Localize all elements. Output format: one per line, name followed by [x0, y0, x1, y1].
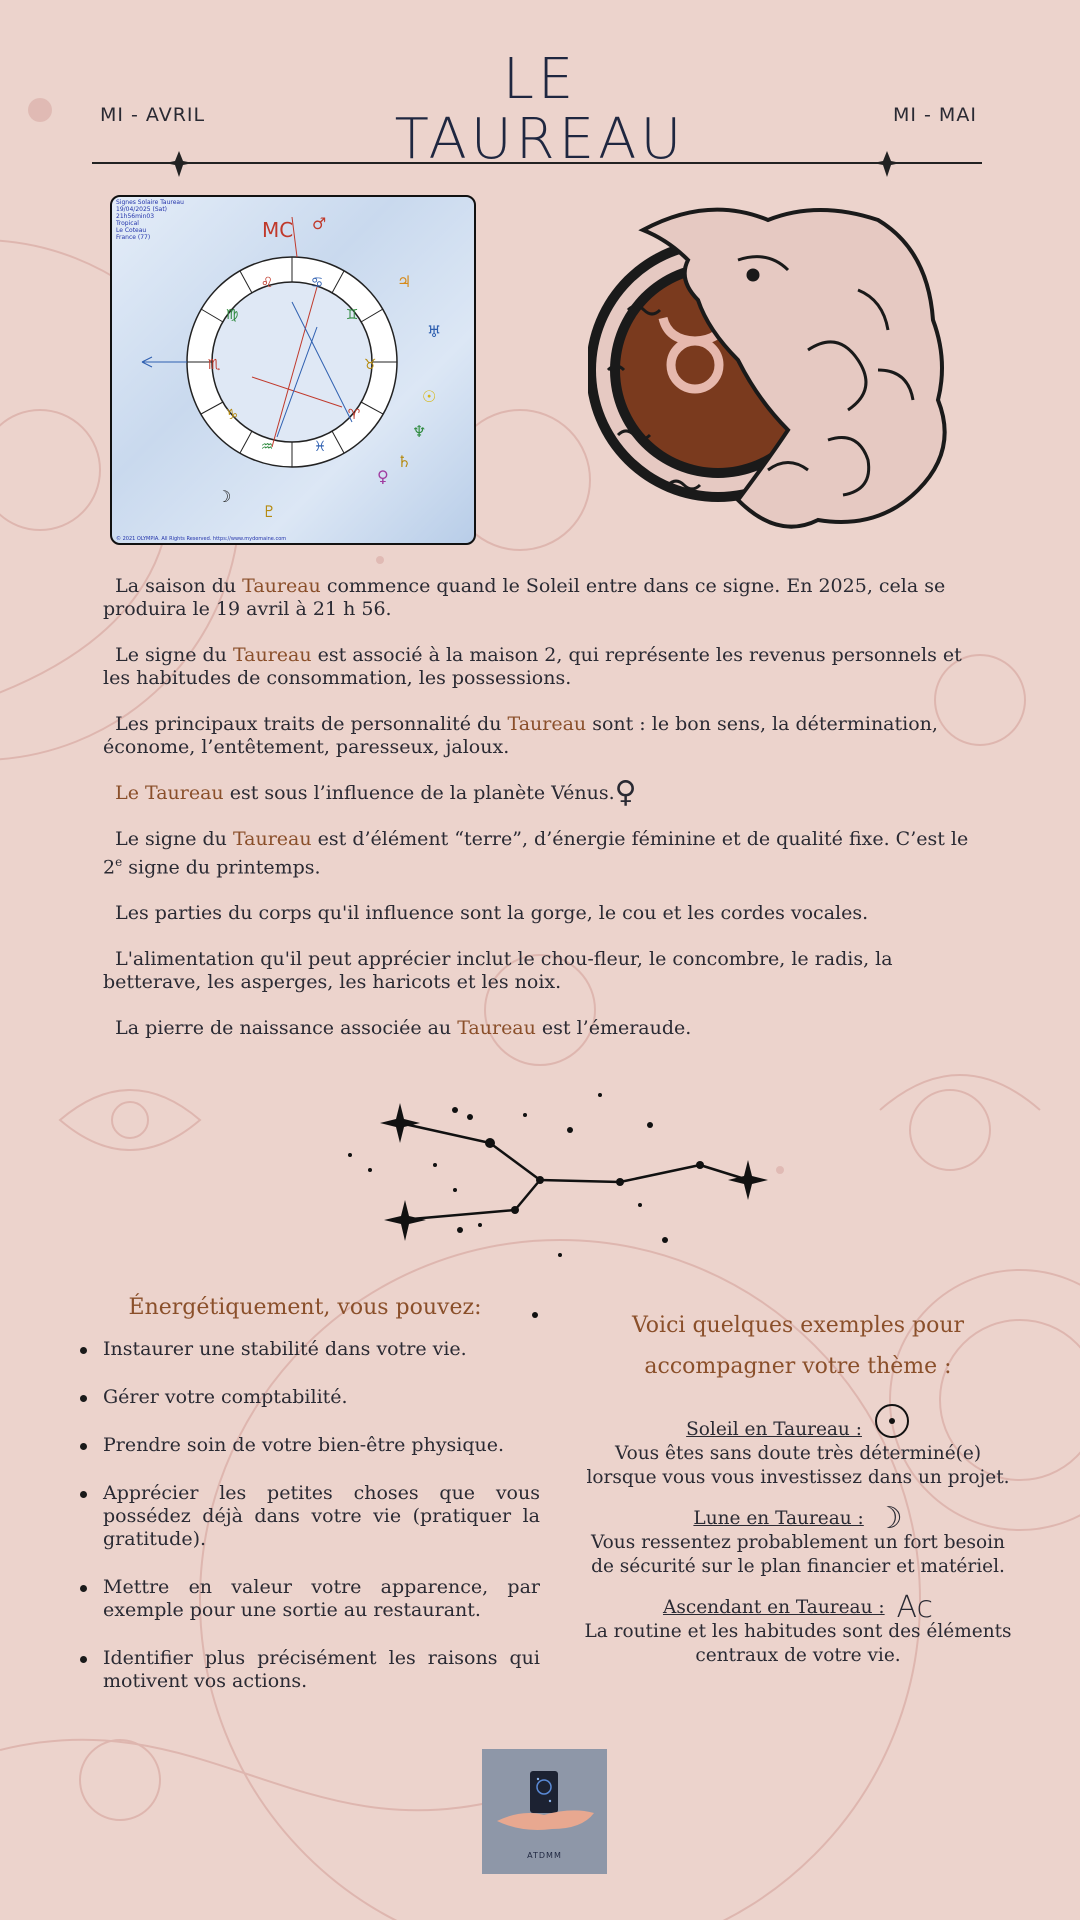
svg-text:♆: ♆ — [412, 422, 427, 441]
moon-text: Vous ressentez probablement un fort besoin de sécurité sur le plan financier et matériel. — [591, 1532, 1005, 1577]
ascendant-title: Ascendant en Taureau : — [662, 1597, 885, 1618]
energy-list — [80, 1338, 540, 1693]
svg-text:♇: ♇ — [262, 502, 277, 521]
svg-text:♃: ♃ — [397, 272, 412, 291]
list-item: Identifier plus précisément les raisons qui motivent vos actions. — [80, 1647, 540, 1693]
star-large-3-icon — [728, 1160, 768, 1200]
svg-text:♄: ♄ — [397, 452, 412, 471]
sun-text: Vous êtes sans doute très déterminé(e) lorsque vous vous investissez dans un projet. — [586, 1443, 1010, 1488]
paragraph-house: Le signe du Taureau est associé à la maison 2, qui représente les revenus personnels et les habitudes de consommation, les possessions. — [103, 644, 962, 689]
venus-icon: ♀ — [614, 775, 637, 810]
title-line-1: LE — [502, 47, 578, 112]
svg-text:♏: ♏ — [207, 357, 221, 373]
star-large-1-icon — [380, 1103, 420, 1143]
svg-text:♀: ♀ — [377, 467, 389, 486]
sun-symbol-icon — [874, 1403, 910, 1439]
ascendant-example — [578, 1590, 1018, 1668]
date-start: MI - AVRIL — [100, 104, 206, 126]
chart-footer: © 2021 OLYMPIA. All Rights Reserved. https://www.mydomaine.com — [116, 536, 287, 542]
paragraph-birthstone: La pierre de naissance associée au Taureau est l’émeraude. — [115, 1017, 692, 1040]
svg-text:♉: ♉ — [363, 357, 377, 373]
svg-text:♑: ♑ — [225, 407, 239, 423]
header-divider — [92, 150, 982, 180]
title-line-2: TAUREAU — [394, 107, 686, 172]
natal-chart-wheel — [112, 197, 474, 543]
moon-example — [578, 1501, 1018, 1579]
svg-text:♒: ♒ — [260, 439, 274, 455]
paragraph-food: L'alimentation qu'il peut apprécier inclut le chou-fleur, le concombre, le radis, la betterave, les asperges, les haricots et les noix. — [103, 948, 893, 994]
energy-section — [80, 1295, 540, 1718]
list-item: Gérer votre comptabilité. — [80, 1386, 540, 1409]
taurus-emblem-illustration — [588, 200, 980, 545]
svg-text:♂: ♂ — [312, 214, 327, 233]
list-item: Instaurer une stabilité dans votre vie. — [80, 1338, 540, 1361]
svg-text:♌: ♌ — [260, 275, 274, 291]
paragraph-traits: Les principaux traits de personnalité du Taureau sont : le bon sens, la détermination, économe, l’entêtement, paresseux, jaloux. — [103, 713, 938, 758]
paragraph-body-parts: Les parties du corps qu'il influence sont la gorge, le cou et les cordes vocales. — [115, 902, 869, 925]
energy-heading: Énergétiquement, vous pouvez: — [128, 1295, 482, 1320]
ascendant-symbol-icon: Ac — [896, 1590, 933, 1625]
sun-title: Soleil en Taureau : — [686, 1419, 862, 1440]
taurus-constellation — [330, 1075, 780, 1325]
logo-text: ATDMM — [527, 1851, 562, 1860]
paragraph-planet: Le Taureau est sous l’influence de la planète Vénus.♀ — [115, 775, 637, 810]
sun-example — [578, 1403, 1018, 1490]
svg-text:☽: ☽ — [217, 487, 232, 506]
examples-section — [578, 1305, 1018, 1685]
natal-chart-card — [110, 195, 476, 545]
svg-text:♅: ♅ — [427, 322, 442, 341]
date-end: MI - MAI — [893, 104, 977, 126]
paragraph-element: Le signe du Taureau est d’élément “terre”, d’énergie féminine et de qualité fixe. C’est le 2e signe du printemps. — [103, 828, 969, 879]
svg-text:♓: ♓ — [313, 439, 327, 455]
svg-text:♍: ♍ — [225, 307, 239, 323]
atdmm-logo — [482, 1749, 607, 1874]
tarot-hand-logo-icon — [482, 1749, 607, 1849]
list-item: Apprécier les petites choses que vous possédez déjà dans votre vie (pratiquer la gratitude). — [80, 1482, 540, 1551]
ascendant-text: La routine et les habitudes sont des éléments centraux de votre vie. — [584, 1621, 1012, 1666]
list-item: Prendre soin de votre bien-être physique. — [80, 1434, 540, 1457]
svg-text:♊: ♊ — [345, 307, 359, 323]
svg-text:☉: ☉ — [422, 387, 437, 406]
list-item: Mettre en valeur votre apparence, par exemple pour une sortie au restaurant. — [80, 1576, 540, 1622]
svg-text:♋: ♋ — [310, 275, 324, 291]
paragraph-season: La saison du Taureau commence quand le Soleil entre dans ce signe. En 2025, cela se produira le 19 avril à 21 h 56. — [103, 575, 946, 620]
star-large-2-icon — [384, 1200, 426, 1241]
mc-label: MC — [262, 218, 294, 242]
moon-title: Lune en Taureau : — [693, 1508, 864, 1529]
description-content — [103, 575, 973, 1063]
moon-symbol-icon: ☽ — [875, 1501, 903, 1536]
chart-header: Signes Solaire Taureau 19/04/2025 (Sat) 21h56min03 Tropical Le Coteau France (77) — [116, 199, 184, 241]
svg-text:♈: ♈ — [347, 407, 361, 423]
examples-heading: Voici quelques exemples pour accompagner votre thème : — [631, 1313, 965, 1379]
